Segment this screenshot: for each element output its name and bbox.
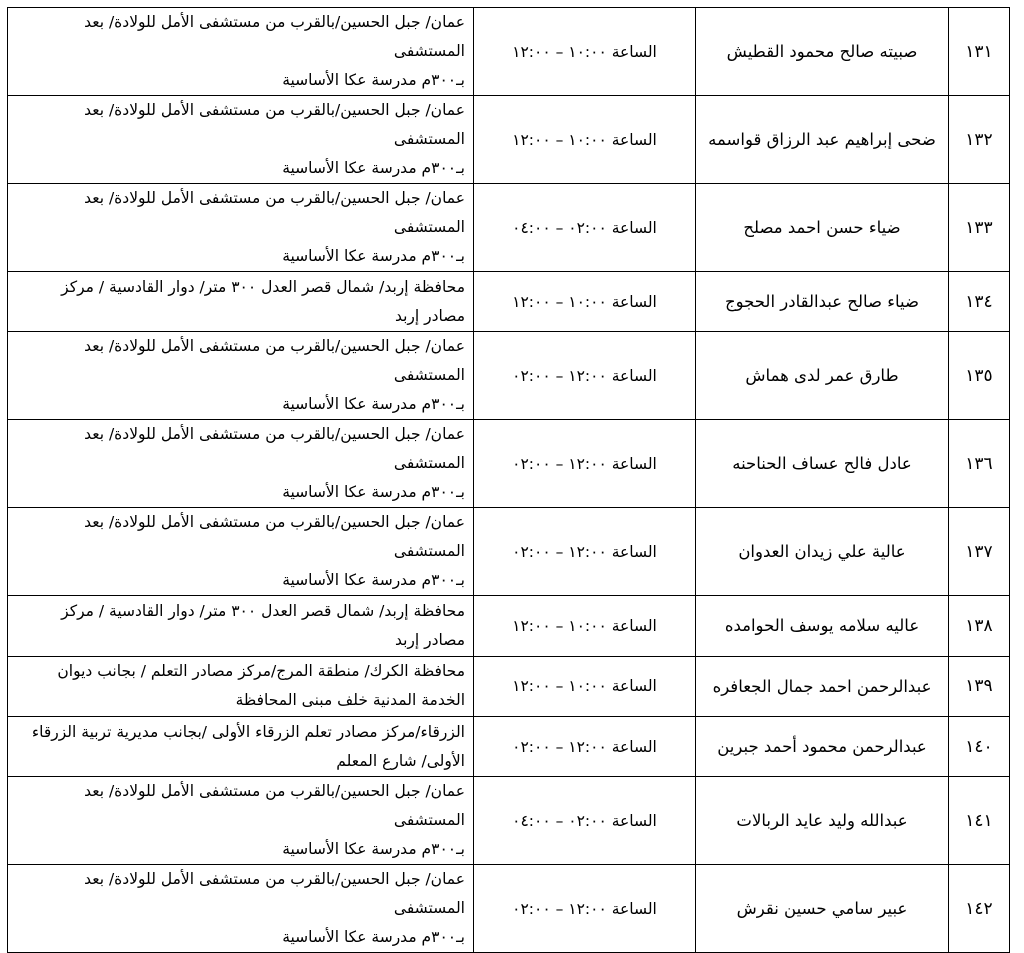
address-line-2: بـ٣٠٠م مدرسة عكا الأساسية <box>282 840 465 859</box>
address-line-2: بـ٣٠٠م مدرسة عكا الأساسية <box>282 247 465 265</box>
person-name: عادل فالح عساف الحناحنه <box>696 420 949 508</box>
row-number: ١٣٨ <box>949 596 1010 656</box>
address-line-2: بـ٣٠٠م مدرسة عكا الأساسية <box>282 571 465 590</box>
address-line-1: عمان/ جبل الحسين/بالقرب من مستشفى الأمل للولادة/ بعد المستشفى <box>84 101 465 148</box>
appointment-time: الساعة ٠٢:٠٠ – ٠٤:٠٠ <box>474 777 696 865</box>
appointment-time: الساعة ١٢:٠٠ – ٠٢:٠٠ <box>474 332 696 420</box>
person-name: عبدالرحمن محمود أحمد جبرين <box>696 716 949 776</box>
address-line-2: مصادر إربد <box>394 630 465 649</box>
row-number: ١٤٢ <box>949 865 1010 953</box>
appointment-time: الساعة ١٠:٠٠ – ١٢:٠٠ <box>474 8 696 96</box>
address-line-2: بـ٣٠٠م مدرسة عكا الأساسية <box>282 483 465 502</box>
table-row <box>8 184 1010 272</box>
address <box>8 184 474 272</box>
person-name: عبدالرحمن احمد جمال الجعافره <box>696 656 949 716</box>
address <box>8 508 474 596</box>
address-line-1: عمان/ جبل الحسين/بالقرب من مستشفى الأمل للولادة/ بعد المستشفى <box>84 782 465 830</box>
appointment-time: الساعة ١٢:٠٠ – ٠٢:٠٠ <box>474 420 696 508</box>
table-row <box>8 865 1010 953</box>
address <box>8 8 474 96</box>
person-name: ضياء صالح عبدالقادر الحجوج <box>696 272 949 332</box>
table-row <box>8 96 1010 184</box>
address-line-2: بـ٣٠٠م مدرسة عكا الأساسية <box>282 71 465 89</box>
table-row <box>8 656 1010 716</box>
row-number: ١٣٩ <box>949 656 1010 716</box>
appointment-time: الساعة ١٠:٠٠ – ١٢:٠٠ <box>474 96 696 184</box>
appointment-time: الساعة ١٢:٠٠ – ٠٢:٠٠ <box>474 508 696 596</box>
row-number: ١٣٦ <box>949 420 1010 508</box>
person-name: طارق عمر لدى هماش <box>696 332 949 420</box>
address <box>8 656 474 716</box>
person-name: صبيته صالح محمود القطيش <box>696 8 949 96</box>
appointment-time: الساعة ١٠:٠٠ – ١٢:٠٠ <box>474 272 696 332</box>
table-row <box>8 508 1010 596</box>
table-row <box>8 420 1010 508</box>
schedule-table <box>7 7 1010 953</box>
address-line-1: محافظة إربد/ شمال قصر العدل ٣٠٠ متر/ دوار القادسية / مركز <box>61 601 465 620</box>
row-number: ١٣١ <box>949 8 1010 96</box>
address-line-1: محافظة الكرك/ منطقة المرج/مركز مصادر التعلم / بجانب ديوان <box>57 662 465 681</box>
address-line-1: عمان/ جبل الحسين/بالقرب من مستشفى الأمل للولادة/ بعد المستشفى <box>84 425 465 473</box>
address-line-1: عمان/ جبل الحسين/بالقرب من مستشفى الأمل للولادة/ بعد المستشفى <box>84 13 465 60</box>
address <box>8 96 474 184</box>
address-line-2: مصادر إربد <box>394 306 465 325</box>
table-row <box>8 777 1010 865</box>
address-line-2: بـ٣٠٠م مدرسة عكا الأساسية <box>282 395 465 414</box>
table-row <box>8 8 1010 96</box>
address <box>8 272 474 332</box>
row-number: ١٣٤ <box>949 272 1010 332</box>
row-number: ١٣٥ <box>949 332 1010 420</box>
address <box>8 777 474 865</box>
address-line-1: عمان/ جبل الحسين/بالقرب من مستشفى الأمل للولادة/ بعد المستشفى <box>84 337 465 385</box>
person-name: عبدالله وليد عايد الربالات <box>696 777 949 865</box>
address-line-1: عمان/ جبل الحسين/بالقرب من مستشفى الأمل للولادة/ بعد المستشفى <box>84 870 465 918</box>
person-name: عبير سامي حسين نقرش <box>696 865 949 953</box>
schedule-rows <box>8 8 1010 953</box>
schedule-sheet <box>7 7 1009 947</box>
address <box>8 865 474 953</box>
person-name: ضحى إبراهيم عبد الرزاق قواسمه <box>696 96 949 184</box>
address-line-1: الزرقاء/مركز مصادر تعلم الزرقاء الأولى /بجانب مديرية تربية الزرقاء <box>31 722 465 741</box>
appointment-time: الساعة ١٠:٠٠ – ١٢:٠٠ <box>474 656 696 716</box>
address <box>8 332 474 420</box>
table-row <box>8 332 1010 420</box>
appointment-time: الساعة ١٠:٠٠ – ١٢:٠٠ <box>474 596 696 656</box>
address-line-2: الخدمة المدنية خلف مبنى المحافظة <box>235 691 465 710</box>
row-number: ١٤١ <box>949 777 1010 865</box>
address <box>8 420 474 508</box>
person-name: عالية علي زيدان العدوان <box>696 508 949 596</box>
address-line-1: عمان/ جبل الحسين/بالقرب من مستشفى الأمل للولادة/ بعد المستشفى <box>84 513 465 561</box>
person-name: ضياء حسن احمد مصلح <box>696 184 949 272</box>
appointment-time: الساعة ١٢:٠٠ – ٠٢:٠٠ <box>474 865 696 953</box>
row-number: ١٤٠ <box>949 716 1010 776</box>
person-name: عاليه سلامه يوسف الحوامده <box>696 596 949 656</box>
address-line-2: بـ٣٠٠م مدرسة عكا الأساسية <box>282 159 465 177</box>
address <box>8 716 474 776</box>
row-number: ١٣٣ <box>949 184 1010 272</box>
row-number: ١٣٧ <box>949 508 1010 596</box>
address-line-2: الأولى/ شارع المعلم <box>336 751 465 770</box>
address-line-2: بـ٣٠٠م مدرسة عكا الأساسية <box>282 928 465 947</box>
appointment-time: الساعة ١٢:٠٠ – ٠٢:٠٠ <box>474 716 696 776</box>
table-row <box>8 716 1010 776</box>
address <box>8 596 474 656</box>
address-line-1: محافظة إربد/ شمال قصر العدل ٣٠٠ متر/ دوار القادسية / مركز <box>61 277 465 296</box>
table-row <box>8 272 1010 332</box>
row-number: ١٣٢ <box>949 96 1010 184</box>
table-row <box>8 596 1010 656</box>
appointment-time: الساعة ٠٢:٠٠ – ٠٤:٠٠ <box>474 184 696 272</box>
address-line-1: عمان/ جبل الحسين/بالقرب من مستشفى الأمل للولادة/ بعد المستشفى <box>84 189 465 236</box>
